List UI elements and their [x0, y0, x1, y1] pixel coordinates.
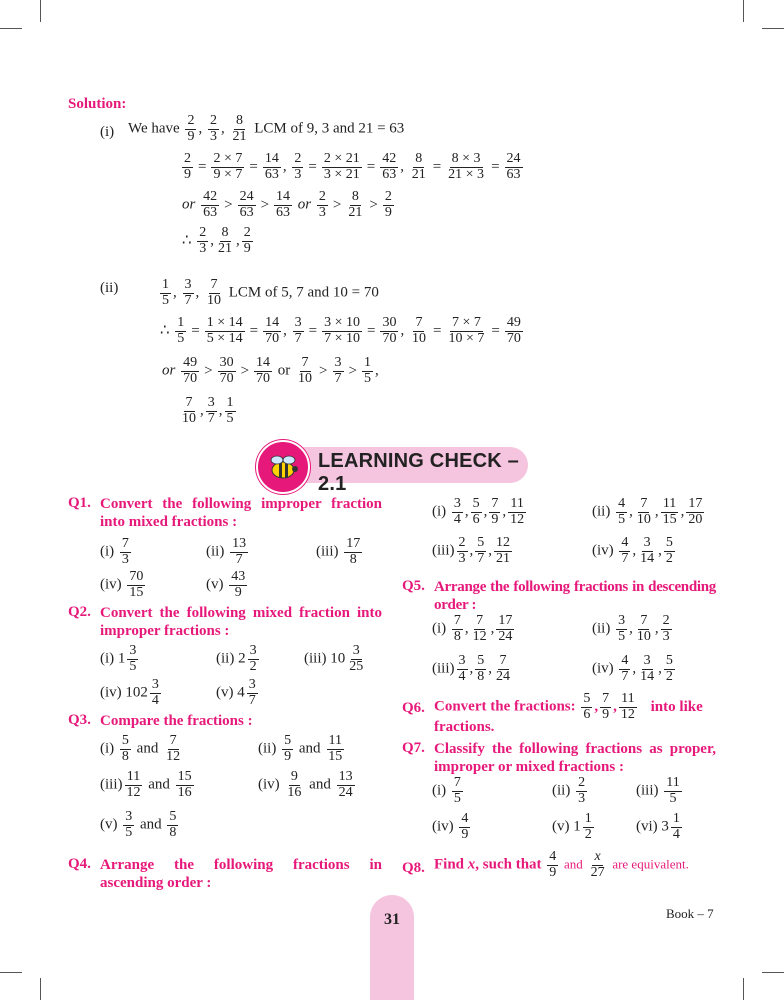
crop-mark [40, 0, 41, 22]
learning-check-banner [256, 440, 528, 495]
question-item: (ii) $\frac{4}{5}$ , $\frac{7}{10}$ , $\frac{11}{15}$ , $\frac{17}{20}$ [592, 496, 703, 527]
question-item: (iii) $\frac{11}{5}$ [636, 775, 680, 806]
question-text: Convert the following mixed fraction into improper fractions : [100, 605, 382, 639]
question-item: (iv) $\frac{70}{15}$ [100, 569, 144, 600]
question-text: Arrange the following fractions in ascending order : [100, 857, 382, 891]
question-number: Q6. [402, 700, 425, 716]
fraction: $\frac{2}{3}$ [209, 113, 217, 144]
solution-result-line: ∴ $\frac{2}{3}$ , $\frac{8}{21}$ , $\frac{2}{9}$ [182, 225, 251, 256]
lcm-text: LCM of 5, 7 and 10 = 70 [228, 284, 379, 301]
lcm-text: LCM of 9, 3 and 21 = 63 [254, 120, 405, 137]
solution-compare-line: or $\frac{42}{63}$ > $\frac{24}{63}$ > $\frac{14}{63}$ or $\frac{2}{3}$ > $\frac{8}{21}$ > $\frac{2}{9}$ [182, 189, 392, 220]
crop-mark [0, 28, 22, 29]
question-item: (iv) $\frac{4}{7}$ , $\frac{3}{14}$ , $\frac{5}{2}$ [592, 653, 673, 684]
bee-icon [256, 440, 310, 494]
solution-equation-line: ∴ $\frac{1}{5}$ = $\frac{1 \times 14}{5 \times 14}$ = $\frac{14}{70}$ , $\frac{3}{7}$ = $\frac{3 \times 10}{7 \times 10}$ = $\frac{30}{70}$ , $\frac{7}{10}$ = $\frac{7 \times 7}{10 \times 7}$ = $\frac{49}{70}$ [160, 315, 521, 346]
solution-heading: Solution: [68, 96, 127, 112]
question-text: fractions. [434, 719, 495, 735]
question-number: Q4. [68, 856, 91, 872]
solution-part-label: (ii) [100, 280, 119, 296]
question-item: (i) $\frac{5}{8}$ and $\frac{7}{12}$ [100, 733, 181, 764]
question-item: (vi) 3 $\frac{1}{4}$ [636, 811, 680, 842]
question-item: (v) 4 $\frac{3}{7}$ [216, 677, 256, 708]
solution-compare-line: or $\frac{49}{70}$ > $\frac{30}{70}$ > $\frac{14}{70}$ or $\frac{7}{10}$ > $\frac{3}{7}$ > $\frac{1}{5}$ , [162, 355, 379, 386]
book-label: Book – 7 [666, 906, 714, 921]
question-number: Q1. [68, 495, 91, 511]
crop-mark [762, 28, 784, 29]
question-text: Classify the following fractions as proper, improper or mixed fractions : [434, 741, 716, 775]
question-item: (i) $\frac{7}{8}$ , $\frac{7}{12}$ , $\frac{17}{24}$ [432, 613, 513, 644]
question-item: (v) $\frac{43}{9}$ [206, 569, 246, 600]
text: We have [128, 120, 180, 137]
question-item: (iv) $\frac{4}{9}$ [432, 811, 469, 842]
solution-line: We have $\frac{2}{9}$ , $\frac{2}{3}$ , $\frac{8}{21}$ LCM of 9, 3 and 21 = 63 [128, 113, 405, 144]
question-text: Convert the following improper fraction into mixed fractions : [100, 496, 382, 530]
question-text: Compare the fractions : [100, 713, 253, 729]
question-text: Find x, such that $\frac{4}{9}$ and $\frac{x}{27}$ are equivalent. [434, 849, 689, 880]
question-number: Q8. [402, 860, 425, 876]
question-number: Q3. [68, 712, 91, 728]
question-item: (ii) $\frac{5}{9}$ and $\frac{11}{15}$ [258, 733, 343, 764]
question-item: (i) $\frac{3}{4}$ , $\frac{5}{6}$ , $\frac{7}{9}$ , $\frac{11}{12}$ [432, 496, 525, 527]
fraction: $\frac{8}{21}$ [232, 113, 247, 144]
solution-result-line: $\frac{7}{10}$ , $\frac{3}{7}$ , $\frac{1}{5}$ [182, 395, 234, 426]
question-item: (iii) $\frac{17}{8}$ [316, 536, 361, 567]
question-item: (ii) 2 $\frac{3}{2}$ [216, 643, 257, 674]
question-item: (iii) $\frac{2}{3}$ , $\frac{5}{7}$ , $\frac{12}{21}$ [432, 535, 510, 566]
crop-mark [0, 972, 22, 973]
question-number: Q7. [402, 740, 425, 756]
question-item: (iv) $\frac{9}{16}$ and $\frac{13}{24}$ [258, 769, 353, 800]
solution-line: $\frac{1}{5}$ , $\frac{3}{7}$ , $\frac{7}{10}$ LCM of 5, 7 and 10 = 70 [162, 277, 379, 308]
question-item: (ii) $\frac{3}{5}$ , $\frac{7}{10}$ , $\frac{2}{3}$ [592, 613, 670, 644]
page-number: 31 [384, 911, 400, 928]
question-item: (iii) 10 $\frac{3}{25}$ [304, 643, 364, 674]
question-item: (iii) $\frac{11}{12}$ and $\frac{15}{16}$ [100, 769, 192, 800]
crop-mark [743, 0, 744, 22]
question-number: Q5. [402, 578, 425, 594]
question-item: (ii) $\frac{13}{7}$ [206, 536, 247, 567]
page-number-tab [370, 895, 414, 1000]
solution-equation-line: $\frac{2}{9}$ = $\frac{2 \times 7}{9 \times 7}$ = $\frac{14}{63}$ , $\frac{2}{3}$ = $\frac{2 \times 21}{3 \times 21}$ = $\frac{42}{63}$ , $\frac{8}{21}$ = $\frac{8 \times 3}{21 \times 3}$ = $\frac{24}{63}$ [184, 151, 521, 182]
question-item: (iv) $\frac{4}{7}$ , $\frac{3}{14}$ , $\frac{5}{2}$ [592, 535, 673, 566]
question-text: Convert the fractions: $\frac{5}{6}$ , $\frac{7}{9}$ , $\frac{11}{12}$ into like [434, 691, 703, 722]
question-item: (iv) 102 $\frac{3}{4}$ [100, 677, 159, 708]
question-item: (iii) $\frac{3}{4}$ , $\frac{5}{8}$ , $\frac{7}{24}$ [432, 653, 510, 684]
question-item: (v) $\frac{3}{5}$ and $\frac{5}{8}$ [100, 809, 177, 840]
question-item: (v) 1 $\frac{1}{2}$ [552, 811, 592, 842]
question-item: (i) $\frac{7}{3}$ [100, 536, 129, 567]
crop-mark [40, 978, 41, 1000]
question-number: Q2. [68, 604, 91, 620]
crop-mark [743, 978, 744, 1000]
fraction: $\frac{2}{9}$ [187, 113, 195, 144]
solution-part-label: (i) [100, 124, 115, 140]
question-text: Arrange the following fractions in descending order : [434, 579, 716, 613]
crop-mark [762, 972, 784, 973]
banner-title: LEARNING CHECK – 2.1 [318, 450, 519, 495]
question-item: (i) $\frac{7}{5}$ [432, 775, 461, 806]
question-item: (i) 1 $\frac{3}{5}$ [100, 643, 137, 674]
question-item: (ii) $\frac{2}{3}$ [552, 775, 586, 806]
